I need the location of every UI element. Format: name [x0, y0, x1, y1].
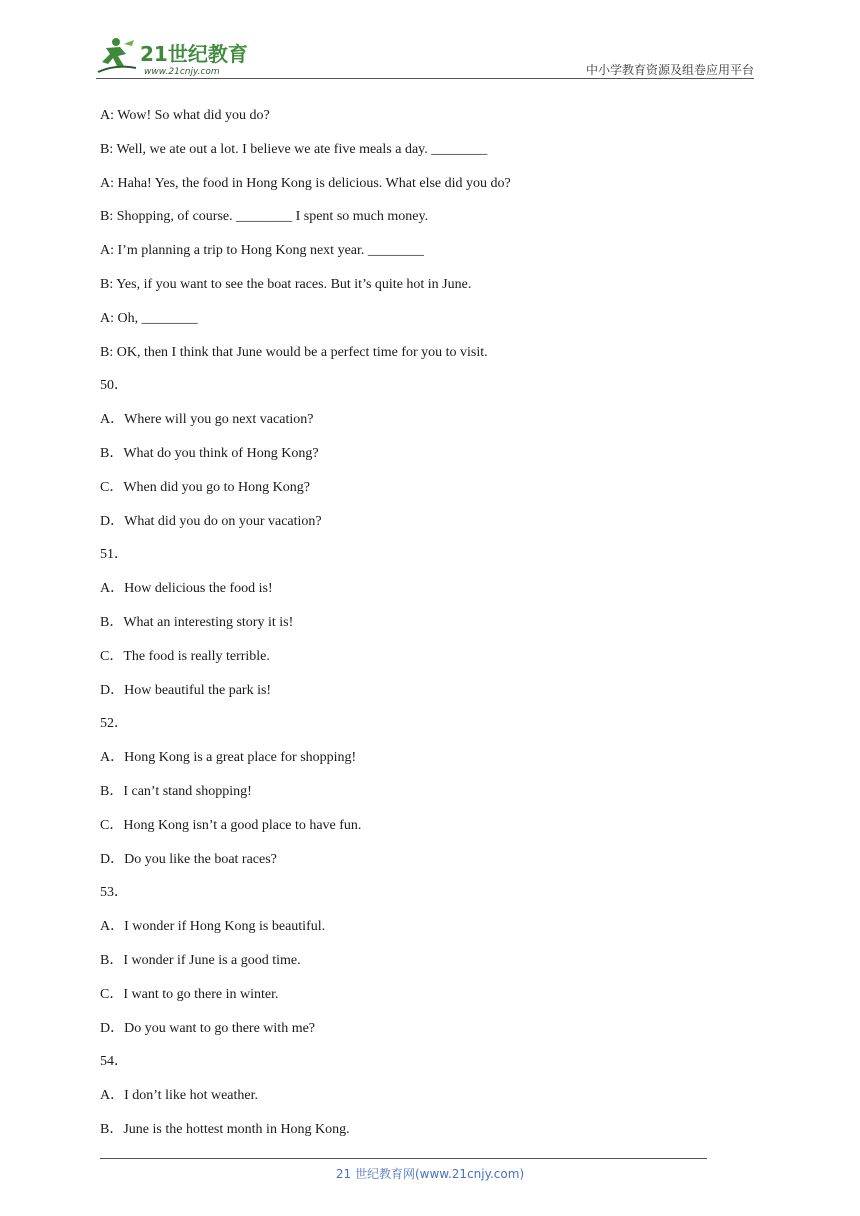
option-line: A．I wonder if Hong Kong is beautiful.: [100, 919, 326, 935]
option-line: C．When did you go to Hong Kong?: [100, 479, 310, 495]
option-line: D．Do you want to go there with me?: [100, 1020, 316, 1036]
page-header: [96, 34, 754, 78]
runner-icon: [98, 38, 136, 72]
dialogue-line: A: Haha! Yes, the food in Hong Kong is delicious. What else did you do?: [100, 175, 511, 191]
logo-url: www.21cnjy.com: [144, 67, 220, 77]
option-line: B．What an interesting story it is!: [100, 614, 294, 630]
header-platform-text: 中小学教育资源及组卷应用平台: [585, 63, 754, 77]
question-number: 52．: [100, 716, 128, 732]
option-line: A．I don’t like hot weather.: [100, 1088, 258, 1104]
question-number: 51．: [100, 547, 128, 563]
option-line: A．How delicious the food is!: [100, 581, 273, 597]
dialogue-line: B: Well, we ate out a lot. I believe we ate five meals a day. ________: [100, 141, 488, 157]
option-line: B．What do you think of Hong Kong?: [100, 445, 319, 461]
option-line: D．What did you do on your vacation?: [100, 513, 322, 529]
question-number: 50．: [100, 378, 128, 394]
footer-link[interactable]: 21 世纪教育网(www.21cnjy.com): [335, 1167, 525, 1181]
option-line: D．How beautiful the park is!: [100, 682, 272, 698]
option-line: B．June is the hottest month in Hong Kong.: [100, 1121, 350, 1137]
footer-divider: [100, 1158, 707, 1159]
document-body: [100, 106, 720, 1154]
option-line: C．I want to go there in winter.: [100, 986, 279, 1002]
dialogue-line: B: Yes, if you want to see the boat races. But it’s quite hot in June.: [100, 276, 472, 292]
dialogue-line: A: I’m planning a trip to Hong Kong next year. ________: [100, 243, 424, 259]
option-line: A．Where will you go next vacation?: [100, 412, 314, 428]
dialogue-line: B: OK, then I think that June would be a perfect time for you to visit.: [100, 344, 488, 360]
dialogue-line: B: Shopping, of course. ________ I spent so much money.: [100, 209, 429, 225]
option-line: B．I wonder if June is a good time.: [100, 952, 301, 968]
dialogue-line: A: Oh, ________: [100, 310, 198, 326]
question-number: 53．: [100, 885, 128, 901]
header-divider: [96, 78, 754, 79]
logo-text: 21世纪教育: [140, 42, 248, 66]
question-number: 54．: [100, 1054, 128, 1070]
option-line: C．Hong Kong isn’t a good place to have fun.: [100, 817, 362, 833]
dialogue-line: A: Wow! So what did you do?: [100, 108, 270, 123]
option-line: C．The food is really terrible.: [100, 648, 270, 664]
option-line: A．Hong Kong is a great place for shopping!: [100, 750, 357, 766]
option-line: B．I can’t stand shopping!: [100, 783, 252, 799]
option-line: D．Do you like the boat races?: [100, 851, 277, 867]
logo: [96, 34, 266, 78]
